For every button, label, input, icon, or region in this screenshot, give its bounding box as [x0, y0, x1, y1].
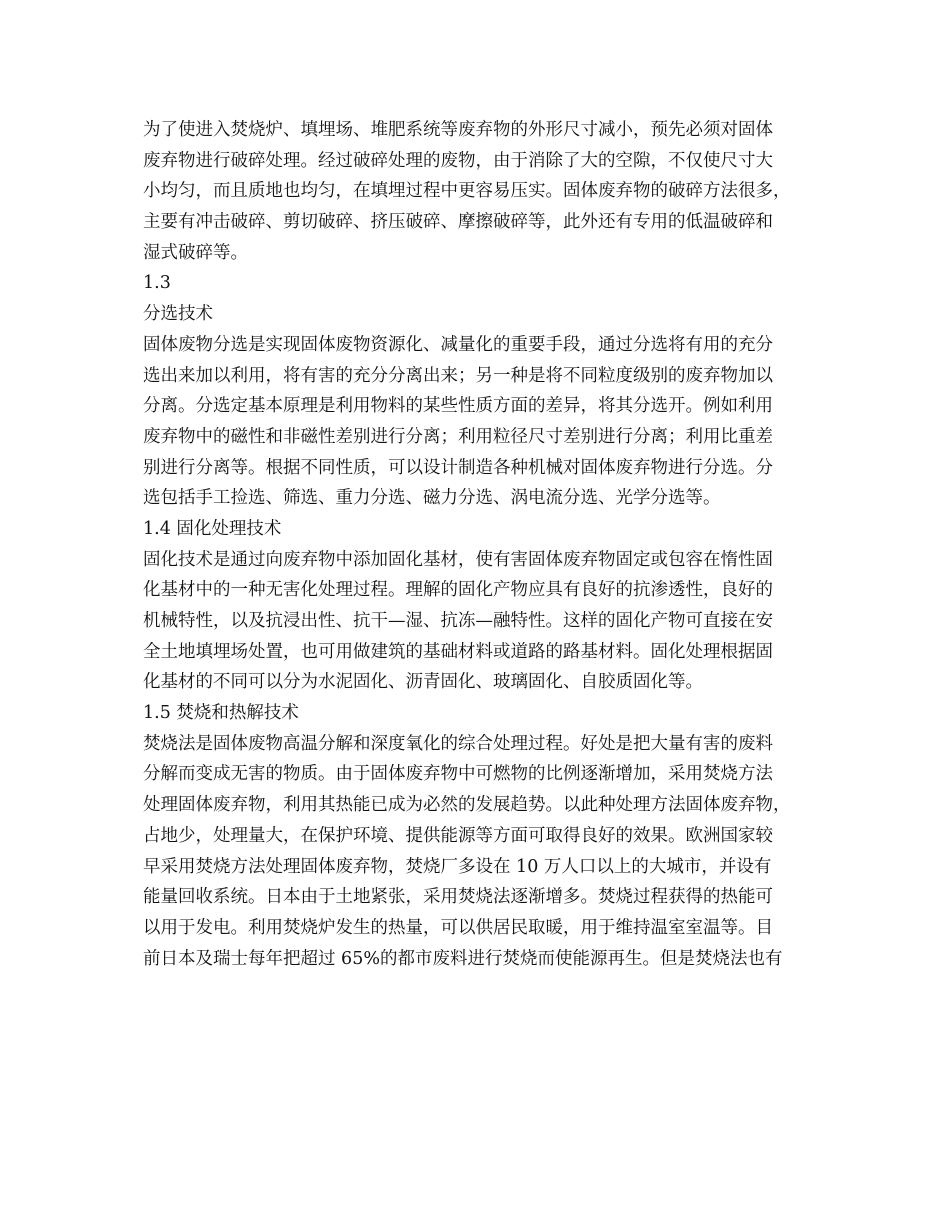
text-line: 固体废物分选是实现固体废物资源化、减量化的重要手段，通过分选将有用的充分: [143, 334, 773, 355]
text-line: 选包括手工捡选、筛选、重力分选、磁力分选、涡电流分选、光学分选等。: [143, 488, 721, 509]
text-line: 废弃物进行破碎处理。经过破碎处理的废物，由于消除了大的空隙，不仅使尺寸大: [143, 150, 773, 171]
text-line: 主要有冲击破碎、剪切破碎、挤压破碎、摩擦破碎等，此外还有专用的低温破碎和: [143, 212, 773, 233]
text-line: 别进行分离等。根据不同性质，可以设计制造各种机械对固体废弃物进行分选。分: [143, 457, 773, 478]
text-line: 小均匀，而且质地也均匀，在填埋过程中更容易压实。固体废弃物的破碎方法很多，: [143, 181, 791, 202]
text-line: 全土地填埋场处置，也可用做建筑的基础材料或道路的路基材料。固化处理根据固: [143, 641, 773, 662]
text-line: 化基材的不同可以分为水泥固化、沥青固化、玻璃固化、自胶质固化等。: [143, 672, 703, 693]
text-line: 占地少，处理量大，在保护环境、提供能源等方面可取得良好的效果。欧洲国家较: [143, 825, 773, 846]
text-line: 机械特性，以及抗浸出性、抗干—湿、抗冻—融特性。这样的固化产物可直接在安: [143, 611, 773, 631]
text-line: 湿式破碎等。: [143, 242, 248, 263]
text-line: 化基材中的一种无害化处理过程。理解的固化产物应具有良好的抗渗透性，良好的: [143, 580, 773, 601]
document-body: [143, 115, 823, 974]
section-heading: 1.4 固化处理技术: [143, 518, 282, 539]
text-line: 处理固体废弃物，利用其热能已成为必然的发展趋势。以此种处理方法固体废弃物，: [143, 795, 791, 816]
text-line: 前日本及瑞士每年把超过 65%的都市废料进行焚烧而使能源再生。但是焚烧法也有: [143, 948, 783, 969]
text-line: 选出来加以利用，将有害的充分分离出来；另一种是将不同粒度级别的废弃物加以: [143, 365, 773, 386]
text-line: 分解而变成无害的物质。由于固体废弃物中可燃物的比例逐渐增加，采用焚烧方法: [143, 764, 773, 785]
text-line: 固化技术是通过向废弃物中添加固化基材，使有害固体废弃物固定或包容在惰性固: [143, 549, 773, 570]
section-heading: 分选技术: [143, 304, 213, 325]
text-line: 能量回收系统。日本由于土地紧张，采用焚烧法逐渐增多。焚烧过程获得的热能可: [143, 887, 773, 908]
text-line: 焚烧法是固体废物高温分解和深度氧化的综合处理过程。好处是把大量有害的废料: [143, 733, 773, 754]
section-number: 1.3: [143, 273, 171, 294]
section-heading: 1.5 焚烧和热解技术: [143, 703, 299, 724]
text-line: 废弃物中的磁性和非磁性差别进行分离；利用粒径尺寸差别进行分离；利用比重差: [143, 426, 773, 447]
text-line: 为了使进入焚烧炉、填埋场、堆肥系统等废弃物的外形尺寸减小，预先必须对固体: [143, 120, 773, 140]
text-line: 以用于发电。利用焚烧炉发生的热量，可以供居民取暖，用于维持温室室温等。目: [143, 917, 773, 938]
text-line: 早采用焚烧方法处理固体废弃物，焚烧厂多设在 10 万人口以上的大城市，并设有: [143, 856, 772, 877]
text-line: 分离。分选定基本原理是利用物料的某些性质方面的差异，将其分选开。例如利用: [143, 396, 773, 417]
